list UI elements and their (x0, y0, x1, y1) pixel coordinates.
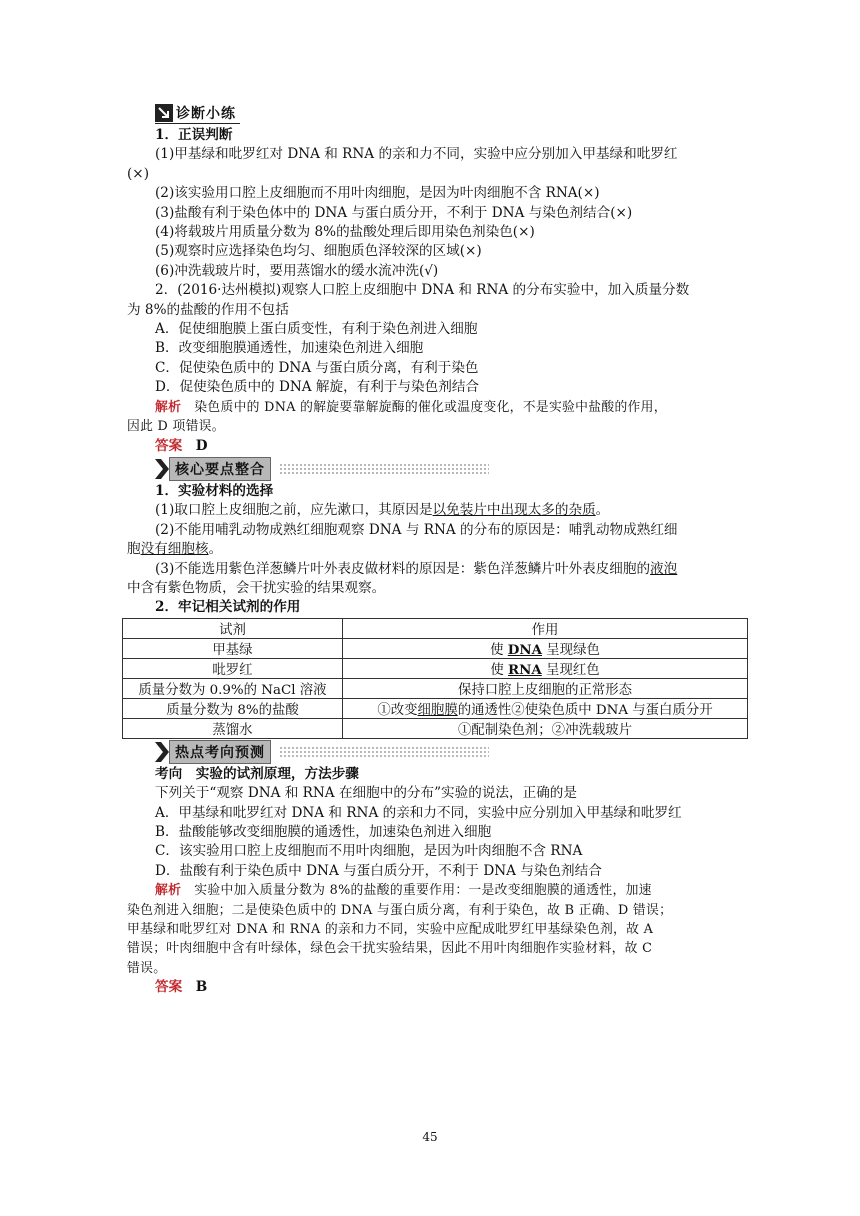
text: ①配制染色剂；②冲洗载玻片 (457, 722, 633, 738)
table-row (123, 658, 748, 678)
text: 保持口腔上皮细胞的正常形态 (457, 682, 633, 698)
reagent-cell: 甲基绿 (123, 638, 343, 658)
table-row (123, 678, 748, 698)
hot-option: A．甲基绿和吡罗红对 DNA 和 RNA 的亲和力不同，实验中应分别加入甲基绿和吡罗红 (155, 804, 682, 821)
page-number: 45 (422, 1130, 438, 1144)
core-header (127, 458, 742, 480)
hot-title: 热点考向预测 (169, 740, 271, 764)
underlined-answer: 细胞膜 (417, 702, 458, 718)
function-cell (343, 698, 748, 718)
text: 呈现红色 (541, 662, 600, 678)
q1-item: (5)观察时应选择染色均匀、细胞质色泽较深的区域(×) (155, 243, 482, 260)
core-s1-heading: 1．实验材料的选择 (155, 482, 274, 499)
hot-option: C．该实验用口腔上皮细胞而不用叶肉细胞，是因为叶肉细胞不含 RNA (155, 843, 583, 860)
q2-stem: 2．(2016·达州模拟)观察人口腔上皮细胞中 DNA 和 RNA 的分布实验中，加入质量分数 (155, 282, 690, 299)
hot-option: B．盐酸能够改变细胞膜的通透性，加速染色剂进入细胞 (155, 823, 492, 840)
q2-option: A．促使细胞膜上蛋白质变性，有利于染色剂进入细胞 (155, 321, 478, 338)
q1-item: (×) (127, 165, 149, 182)
reagent-cell: 质量分数为 0.9%的 NaCl 溶液 (123, 678, 343, 698)
q2-option: B．改变细胞膜通透性，加速染色剂进入细胞 (155, 340, 424, 357)
diagnosis-title: 诊断小练 (176, 105, 236, 122)
table-row (123, 638, 748, 658)
q1-item: (6)冲洗载玻片时，要用蒸馏水的缓水流冲洗(√) (155, 262, 439, 279)
function-cell (343, 678, 748, 698)
text: 。 (208, 541, 223, 558)
answer-label: 答案 (155, 979, 183, 996)
text: (3)不能选用紫色洋葱鳞片叶外表皮做材料的原因是：紫色洋葱鳞片叶外表皮细胞的 (155, 560, 651, 577)
arrow-down-right-icon (155, 104, 173, 122)
core-p3-cont: 中含有紫色物质，会干扰实验的结果观察。 (127, 579, 386, 596)
function-cell (343, 638, 748, 658)
hot-header (127, 741, 742, 763)
table-row (123, 698, 748, 718)
q2-analysis (127, 398, 742, 417)
core-s2-heading: 2．牢记相关试剂的作用 (155, 599, 301, 616)
hot-stem: 下列关于“观察 DNA 和 RNA 在细胞中的分布”实验的说法，正确的是 (155, 785, 577, 802)
function-cell (343, 718, 748, 738)
hot-analysis-cont: 染色剂进入细胞；二是使染色质中的 DNA 与蛋白质分离，有利于染色，故 B 正确、D 错误； (127, 902, 673, 918)
answer-label: 答案 (155, 437, 183, 454)
analysis-text: 染色质中的 DNA 的解旋要靠解旋酶的催化或温度变化，不是实验中盐酸的作用， (181, 399, 667, 415)
q2-analysis-cont: 因此 D 项错误。 (127, 419, 225, 435)
table-header-cell: 作用 (343, 618, 748, 638)
text: 使 (490, 662, 509, 678)
hot-analysis-cont: 甲基绿和吡罗红对 DNA 和 RNA 的亲和力不同，实验中应配成吡罗红甲基绿染色剂，故 A (127, 922, 654, 937)
chevron-right-icon (155, 742, 169, 762)
q2-answer (127, 437, 742, 456)
reagent-table (122, 618, 748, 739)
reagent-cell: 蒸馏水 (123, 718, 343, 738)
underlined-answer: 没有细胞核 (140, 541, 209, 558)
answer-value: B (182, 979, 208, 996)
q1-heading: 1．正误判断 (155, 127, 233, 143)
text: (1)取口腔上皮细胞之前，应先漱口，其原因是 (155, 502, 433, 519)
analysis-label: 解析 (155, 883, 182, 899)
table-row (123, 718, 748, 738)
hot-title-box (155, 740, 489, 764)
core-title-box (155, 457, 489, 481)
q1-item: (3)盐酸有利于染色体中的 DNA 与蛋白质分开，不利于 DNA 与染色剂结合(×) (155, 204, 633, 221)
dotted-divider (279, 463, 489, 475)
core-p3 (127, 560, 742, 579)
core-p2: (2)不能用哺乳动物成熟红细胞观察 DNA 与 RNA 的分布的原因是：哺乳动物成熟红细 (155, 521, 678, 538)
core-title: 核心要点整合 (169, 457, 271, 481)
diagnosis-title-box (155, 103, 240, 124)
text: 呈现绿色 (542, 642, 600, 658)
hot-answer (127, 978, 742, 997)
answer-value: D (182, 437, 208, 454)
hot-analysis-cont: 错误。 (127, 960, 167, 976)
hot-analysis-cont: 错误；叶肉细胞中含有叶绿体，绿色会干扰实验结果，因此不用叶肉细胞作实验材料，故 C (127, 941, 653, 957)
q1-item: (2)该实验用口腔上皮细胞而不用叶肉细胞，是因为叶肉细胞不含 RNA(×) (155, 185, 600, 202)
underlined-answer: DNA (507, 641, 543, 658)
analysis-text: 实验中加入质量分数为 8%的盐酸的重要作用：一是改变细胞膜的通透性，加速 (181, 883, 652, 899)
dotted-divider (279, 746, 489, 758)
table-header-cell: 试剂 (123, 618, 343, 638)
underlined-answer: 液泡 (650, 560, 678, 577)
hot-analysis (127, 881, 742, 900)
reagent-cell: 吡罗红 (123, 658, 343, 678)
chevron-right-icon (155, 459, 169, 479)
hot-option: D．盐酸有利于染色质中 DNA 与蛋白质分开，不利于 DNA 与染色剂结合 (155, 862, 602, 879)
q1-item: (1)甲基绿和吡罗红对 DNA 和 RNA 的亲和力不同，实验中应分别加入甲基绿和吡罗红 (155, 146, 678, 163)
hot-topic: 考向 实验的试剂原理，方法步骤 (155, 765, 359, 782)
text: ①改变 (377, 702, 418, 718)
page-content (127, 100, 742, 998)
analysis-label: 解析 (155, 399, 182, 415)
text: 胞 (127, 541, 141, 558)
text: 使 (490, 642, 508, 658)
q2-stem-cont: 为 8%的盐酸的作用不包括 (127, 301, 289, 318)
q2-option: D．促使染色质中的 DNA 解旋，有利于与染色剂结合 (155, 379, 480, 396)
core-p2-cont (127, 540, 742, 559)
table-header-row (123, 618, 748, 638)
text: 。 (595, 502, 610, 519)
underlined-answer: 以免装片中出现太多的杂质 (432, 502, 596, 519)
diagnosis-header (127, 102, 742, 124)
reagent-cell: 质量分数为 8%的盐酸 (123, 698, 343, 718)
core-p1 (127, 501, 742, 520)
text: 的通透性②使染色质中 DNA 与蛋白质分开 (457, 702, 713, 718)
q1-item: (4)将载玻片用质量分数为 8%的盐酸处理后即用染色剂染色(×) (155, 224, 535, 241)
q2-option: C．促使染色质中的 DNA 与蛋白质分离，有利于染色 (155, 359, 479, 376)
underlined-answer: RNA (508, 661, 542, 678)
function-cell (343, 658, 748, 678)
